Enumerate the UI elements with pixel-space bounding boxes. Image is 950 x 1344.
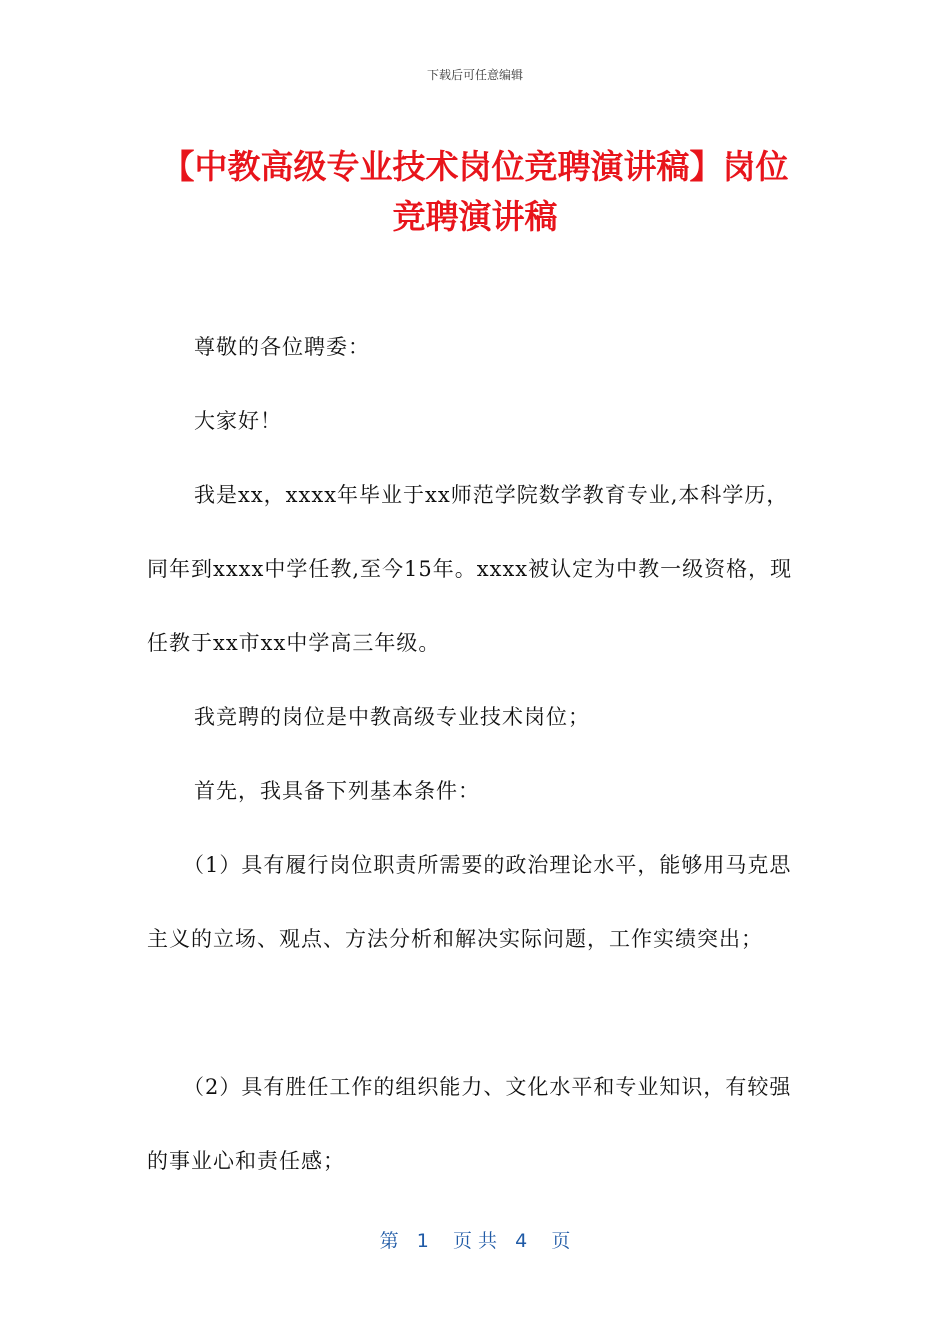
title-line-1: 【中教高级专业技术岗位竞聘演讲稿】岗位 xyxy=(161,147,789,186)
paragraph-condition-2: （2）具有胜任工作的组织能力、文化水平和专业知识，有较强的事业心和责任感； xyxy=(147,1075,792,1173)
paragraph-condition-1: （1）具有履行岗位职责所需要的政治理论水平，能够用马克思主义的立场、观点、方法分析和解决实际问题，工作实绩突出； xyxy=(147,853,792,951)
paragraph-conditions-intro: 首先，我具备下列基本条件： xyxy=(194,779,480,803)
title-line-2: 竞聘演讲稿 xyxy=(392,197,558,236)
paragraph-intro: 我是xx，xxxx年毕业于xx师范学院数学教育专业,本科学历，同年到xxxx中学任教,至今15年。xxxx被认定为中教一级资格，现任教于xx市xx中学高三年级。 xyxy=(147,483,793,655)
paragraph-greeting: 大家好！ xyxy=(194,409,282,433)
paragraph-position: 我竞聘的岗位是中教高级专业技术岗位； xyxy=(194,705,590,729)
header-note: 下载后可任意编辑 xyxy=(426,68,523,82)
document-title xyxy=(100,142,850,242)
page-footer: 第 1 页 共 4 页 xyxy=(379,1230,571,1252)
paragraph-salutation: 尊敬的各位聘委： xyxy=(194,335,370,359)
